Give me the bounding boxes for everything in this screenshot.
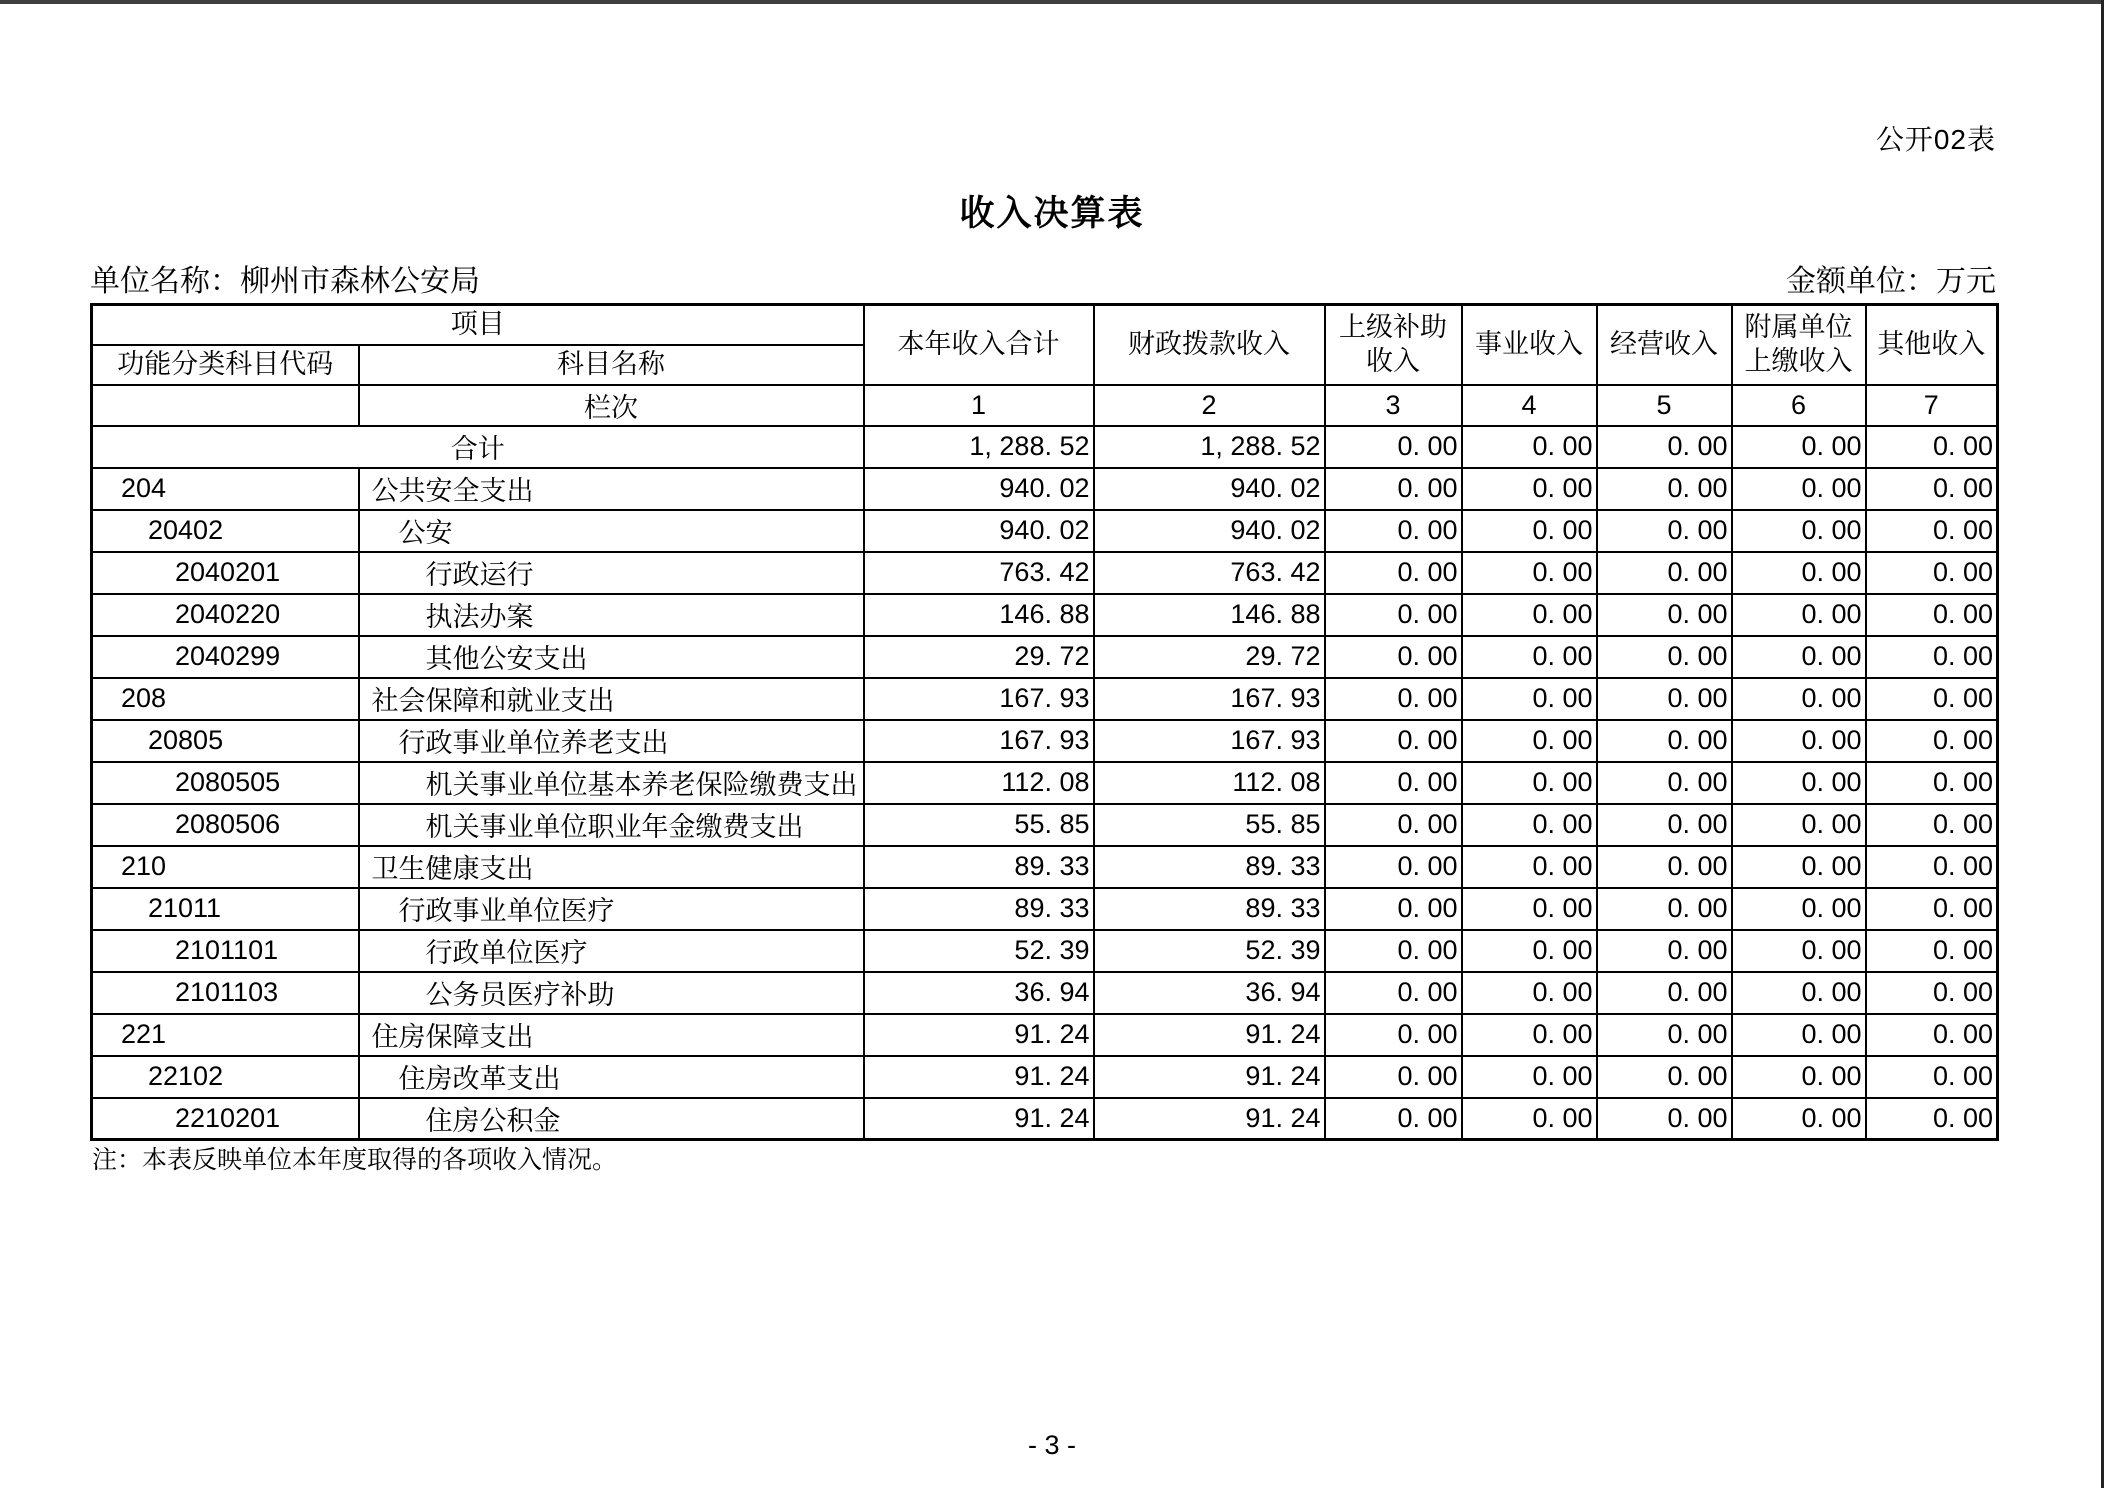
value-cell: 0. 00 [1597,552,1732,594]
value-cell: 29. 72 [1094,636,1325,678]
value-cell: 0. 00 [1462,594,1597,636]
code-cell: 22102 [92,1056,359,1098]
value-cell: 0. 00 [1866,510,1998,552]
value-cell: 0. 00 [1597,804,1732,846]
value-cell: 0. 00 [1732,552,1866,594]
value-cell: 0. 00 [1866,1014,1998,1056]
value-cell: 0. 00 [1866,552,1998,594]
code-cell: 2101101 [92,930,359,972]
value-cell: 1, 288. 52 [1094,426,1325,468]
value-cell: 0. 00 [1597,846,1732,888]
value-cell: 0. 00 [1325,720,1462,762]
code-cell: 208 [92,678,359,720]
name-cell: 行政运行 [359,552,864,594]
value-cell: 112. 08 [864,762,1094,804]
window-top-edge [0,0,2104,4]
value-cell: 0. 00 [1866,972,1998,1014]
value-cell: 940. 02 [864,468,1094,510]
value-cell: 0. 00 [1325,1014,1462,1056]
name-cell: 公安 [359,510,864,552]
table-row [92,930,1998,972]
table-row [92,1056,1998,1098]
value-cell: 0. 00 [1732,468,1866,510]
value-cell: 89. 33 [864,888,1094,930]
value-cell: 0. 00 [1732,888,1866,930]
value-cell: 0. 00 [1732,930,1866,972]
value-cell: 0. 00 [1732,594,1866,636]
value-cell: 0. 00 [1597,1014,1732,1056]
code-cell: 2040220 [92,594,359,636]
value-cell: 0. 00 [1325,930,1462,972]
header-function-code: 功能分类科目代码 [92,345,359,385]
name-cell: 执法办案 [359,594,864,636]
table-row [92,1014,1998,1056]
value-cell: 0. 00 [1732,972,1866,1014]
value-cell: 89. 33 [1094,846,1325,888]
value-cell: 0. 00 [1732,1014,1866,1056]
code-cell: 21011 [92,888,359,930]
header-col-other-income: 其他收入 [1866,305,1998,385]
table-row [92,468,1998,510]
name-cell: 行政单位医疗 [359,930,864,972]
header-col-fiscal-appropriation: 财政拨款收入 [1094,305,1325,385]
value-cell: 0. 00 [1462,510,1597,552]
value-cell: 0. 00 [1325,972,1462,1014]
value-cell: 0. 00 [1462,636,1597,678]
value-cell: 0. 00 [1732,510,1866,552]
column-number-4: 4 [1462,385,1597,426]
code-cell: 2080505 [92,762,359,804]
name-cell: 住房改革支出 [359,1056,864,1098]
code-cell: 221 [92,1014,359,1056]
code-cell: 2040299 [92,636,359,678]
value-cell: 0. 00 [1732,1056,1866,1098]
value-cell: 55. 85 [864,804,1094,846]
name-cell: 卫生健康支出 [359,846,864,888]
name-cell: 公共安全支出 [359,468,864,510]
value-cell: 0. 00 [1325,468,1462,510]
name-cell: 公务员医疗补助 [359,972,864,1014]
value-cell: 0. 00 [1462,426,1597,468]
value-cell: 146. 88 [1094,594,1325,636]
value-cell: 167. 93 [864,720,1094,762]
value-cell: 0. 00 [1732,846,1866,888]
value-cell: 167. 93 [1094,720,1325,762]
code-cell: 20805 [92,720,359,762]
table-row [92,720,1998,762]
income-table [90,303,1999,1141]
value-cell: 167. 93 [1094,678,1325,720]
name-cell: 住房保障支出 [359,1014,864,1056]
code-cell: 2080506 [92,804,359,846]
value-cell: 0. 00 [1866,1098,1998,1140]
value-cell: 91. 24 [864,1014,1094,1056]
value-cell: 0. 00 [1597,468,1732,510]
value-cell: 0. 00 [1325,762,1462,804]
table-row [92,888,1998,930]
value-cell: 91. 24 [1094,1098,1325,1140]
value-cell: 0. 00 [1597,930,1732,972]
value-cell: 0. 00 [1597,510,1732,552]
name-cell: 其他公安支出 [359,636,864,678]
value-cell: 0. 00 [1325,804,1462,846]
table-row [92,594,1998,636]
value-cell: 0. 00 [1732,762,1866,804]
value-cell: 0. 00 [1325,552,1462,594]
code-cell: 2210201 [92,1098,359,1140]
table-row [92,846,1998,888]
value-cell: 0. 00 [1732,678,1866,720]
value-cell: 0. 00 [1597,720,1732,762]
value-cell: 940. 02 [1094,468,1325,510]
name-cell: 行政事业单位医疗 [359,888,864,930]
value-cell: 0. 00 [1325,846,1462,888]
lanci-empty-cell [92,385,359,426]
value-cell: 89. 33 [864,846,1094,888]
lanci-label: 栏次 [359,385,864,426]
name-cell: 住房公积金 [359,1098,864,1140]
value-cell: 0. 00 [1325,1098,1462,1140]
form-code-label: 公开02表 [1875,124,1996,155]
value-cell: 52. 39 [864,930,1094,972]
value-cell: 940. 02 [1094,510,1325,552]
header-col-affiliated-unit-income: 附属单位上缴收入 [1732,305,1866,385]
value-cell: 0. 00 [1866,636,1998,678]
table-row [92,1098,1998,1140]
value-cell: 36. 94 [1094,972,1325,1014]
value-cell: 0. 00 [1866,888,1998,930]
value-cell: 0. 00 [1325,594,1462,636]
header-row-lanci [92,385,1998,426]
value-cell: 0. 00 [1866,426,1998,468]
value-cell: 52. 39 [1094,930,1325,972]
value-cell: 167. 93 [864,678,1094,720]
value-cell: 0. 00 [1325,426,1462,468]
unit-name-label: 单位名称：柳州市森林公安局 [90,265,480,298]
table-row [92,510,1998,552]
name-cell: 机关事业单位职业年金缴费支出 [359,804,864,846]
value-cell: 0. 00 [1732,426,1866,468]
value-cell: 0. 00 [1325,636,1462,678]
value-cell: 0. 00 [1866,678,1998,720]
code-cell: 20402 [92,510,359,552]
value-cell: 940. 02 [864,510,1094,552]
table-row [92,972,1998,1014]
header-col-operational-income: 事业收入 [1462,305,1597,385]
value-cell: 0. 00 [1325,510,1462,552]
value-cell: 0. 00 [1866,594,1998,636]
value-cell: 112. 08 [1094,762,1325,804]
table-row [92,636,1998,678]
total-row [92,426,1998,468]
meta-row [90,256,1996,300]
name-cell: 机关事业单位基本养老保险缴费支出 [359,762,864,804]
table-row [92,804,1998,846]
value-cell: 29. 72 [864,636,1094,678]
value-cell: 1, 288. 52 [864,426,1094,468]
value-cell: 0. 00 [1732,1098,1866,1140]
header-subject-name: 科目名称 [359,345,864,385]
code-cell: 2040201 [92,552,359,594]
header-col-superior-subsidy: 上级补助收入 [1325,305,1462,385]
value-cell: 0. 00 [1462,552,1597,594]
value-cell: 0. 00 [1462,888,1597,930]
column-number-6: 6 [1732,385,1866,426]
value-cell: 55. 85 [1094,804,1325,846]
value-cell: 0. 00 [1597,594,1732,636]
value-cell: 0. 00 [1325,678,1462,720]
value-cell: 0. 00 [1866,804,1998,846]
amount-unit-label: 金额单位：万元 [1786,265,1996,298]
value-cell: 0. 00 [1462,804,1597,846]
value-cell: 0. 00 [1866,762,1998,804]
table-row [92,762,1998,804]
value-cell: 0. 00 [1462,720,1597,762]
total-label: 合计 [92,426,864,468]
value-cell: 0. 00 [1597,1098,1732,1140]
value-cell: 0. 00 [1866,930,1998,972]
value-cell: 0. 00 [1462,930,1597,972]
value-cell: 0. 00 [1597,762,1732,804]
value-cell: 0. 00 [1462,846,1597,888]
table-row [92,678,1998,720]
value-cell: 0. 00 [1325,888,1462,930]
value-cell: 91. 24 [1094,1014,1325,1056]
income-table-body [92,426,1998,1140]
value-cell: 146. 88 [864,594,1094,636]
value-cell: 763. 42 [1094,552,1325,594]
column-number-2: 2 [1094,385,1325,426]
value-cell: 89. 33 [1094,888,1325,930]
value-cell: 0. 00 [1732,804,1866,846]
value-cell: 0. 00 [1597,888,1732,930]
value-cell: 0. 00 [1462,762,1597,804]
value-cell: 0. 00 [1462,678,1597,720]
code-cell: 2101103 [92,972,359,1014]
value-cell: 0. 00 [1866,846,1998,888]
column-number-5: 5 [1597,385,1732,426]
value-cell: 0. 00 [1462,1098,1597,1140]
value-cell: 91. 24 [864,1098,1094,1140]
value-cell: 0. 00 [1732,720,1866,762]
column-number-7: 7 [1866,385,1998,426]
column-number-3: 3 [1325,385,1462,426]
value-cell: 0. 00 [1462,972,1597,1014]
value-cell: 91. 24 [864,1056,1094,1098]
code-cell: 204 [92,468,359,510]
name-cell: 社会保障和就业支出 [359,678,864,720]
value-cell: 0. 00 [1597,426,1732,468]
name-cell: 行政事业单位养老支出 [359,720,864,762]
page-title: 收入决算表 [959,194,1145,233]
value-cell: 0. 00 [1462,1056,1597,1098]
code-cell: 210 [92,846,359,888]
value-cell: 0. 00 [1325,1056,1462,1098]
table-row [92,552,1998,594]
value-cell: 763. 42 [864,552,1094,594]
value-cell: 0. 00 [1597,972,1732,1014]
table-note: 注：本表反映单位本年度取得的各项收入情况。 [92,1146,618,1174]
value-cell: 0. 00 [1462,1014,1597,1056]
header-col-total-income: 本年收入合计 [864,305,1094,385]
column-number-1: 1 [864,385,1094,426]
header-project: 项目 [92,305,864,345]
value-cell: 0. 00 [1597,636,1732,678]
value-cell: 0. 00 [1462,468,1597,510]
value-cell: 36. 94 [864,972,1094,1014]
value-cell: 0. 00 [1866,1056,1998,1098]
value-cell: 0. 00 [1866,468,1998,510]
value-cell: 0. 00 [1866,720,1998,762]
value-cell: 0. 00 [1732,636,1866,678]
header-row-project [92,305,1998,345]
value-cell: 91. 24 [1094,1056,1325,1098]
value-cell: 0. 00 [1597,1056,1732,1098]
value-cell: 0. 00 [1597,678,1732,720]
page-number: - 3 - [1027,1430,1076,1460]
header-col-business-income: 经营收入 [1597,305,1732,385]
